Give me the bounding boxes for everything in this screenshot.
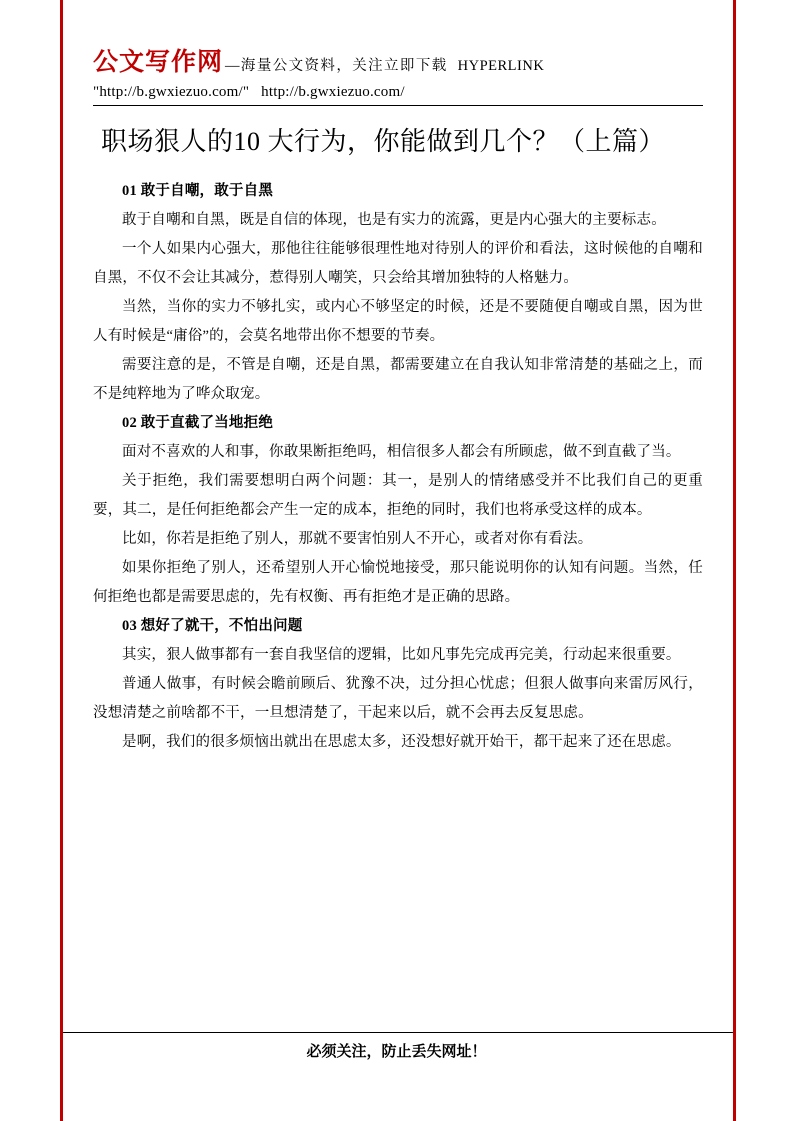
hyperlink-label: HYPERLINK <box>457 58 545 74</box>
body-paragraph: 当然，当你的实力不够扎实，或内心不够坚定的时候，还是不要随便自嘲或自黑，因为世人有时候是“庸俗”的，会莫名地带出你不想要的节奏。 <box>93 299 703 345</box>
right-red-rule <box>733 0 736 1121</box>
site-brand-logo: 公文写作网 <box>93 48 224 76</box>
site-banner <box>93 0 703 78</box>
body-paragraph: 比如，你若是拒绝了别人，那就不要害怕别人不开心，或者对你有看法。 <box>122 531 593 548</box>
body-paragraph: 普通人做事，有时候会瞻前顾后、犹豫不决，过分担心忧虑；但狠人做事向来雷厉风行，没想清楚之前啥都不干，一旦想清楚了，干起来以后，就不会再去反复思虑。 <box>93 676 703 722</box>
footer-divider <box>63 1032 733 1033</box>
body-paragraph: 如果你拒绝了别人，还希望别人开心愉悦地接受，那只能说明你的认知有问题。当然，任何拒绝也都是需要思虑的，先有权衡、再有拒绝才是正确的思路。 <box>93 560 703 606</box>
section-heading: 03 想好了就干，不怕出问题 <box>122 618 303 635</box>
site-url-plain[interactable]: http://b.gwxiezuo.com/ <box>261 84 405 100</box>
footer-note: 必须关注，防止丢失网址！ <box>306 1044 487 1060</box>
body-paragraph: 关于拒绝，我们需要想明白两个问题：其一，是别人的情绪感受并不比我们自己的更重要，其二，是任何拒绝都会产生一定的成本，拒绝的同时，我们也将承受这样的成本。 <box>93 473 703 519</box>
header-divider <box>93 105 703 106</box>
body-paragraph: 其实，狠人做事都有一套自我坚信的逻辑，比如凡事先完成再完美，行动起来很重要。 <box>122 647 681 664</box>
document-title: 职场狠人的10 大行为，你能做到几个？（上篇） <box>101 127 666 156</box>
body-paragraph: 一个人如果内心强大，那他往往能够很理性地对待别人的评价和看法，这时候他的自嘲和自黑，不仅不会让其减分，惹得别人嘲笑，只会给其增加独特的人格魅力。 <box>93 241 703 287</box>
document-body <box>93 177 703 757</box>
site-tagline: —海量公文资料，关注立即下载 <box>225 58 448 74</box>
body-paragraph: 需要注意的是，不管是自嘲，还是自黑，都需要建立在自我认知非常清楚的基础之上，而不是纯粹地为了哗众取宠。 <box>93 357 703 403</box>
body-paragraph: 面对不喜欢的人和事，你敢果断拒绝吗，相信很多人都会有所顾虑，做不到直截了当。 <box>122 444 681 461</box>
section-heading: 01 敢于自嘲，敢于自黑 <box>122 183 274 200</box>
page-content <box>63 0 733 1121</box>
body-paragraph: 是啊，我们的很多烦恼出就出在思虑太多，还没想好就开始干，都干起来了还在思虑。 <box>122 734 681 751</box>
body-paragraph: 敢于自嘲和自黑，既是自信的体现，也是有实力的流露，更是内心强大的主要标志。 <box>122 212 666 229</box>
site-url-line <box>93 84 703 101</box>
section-heading: 02 敢于直截了当地拒绝 <box>122 415 274 432</box>
site-url-quoted[interactable]: "http://b.gwxiezuo.com/" <box>93 84 250 100</box>
